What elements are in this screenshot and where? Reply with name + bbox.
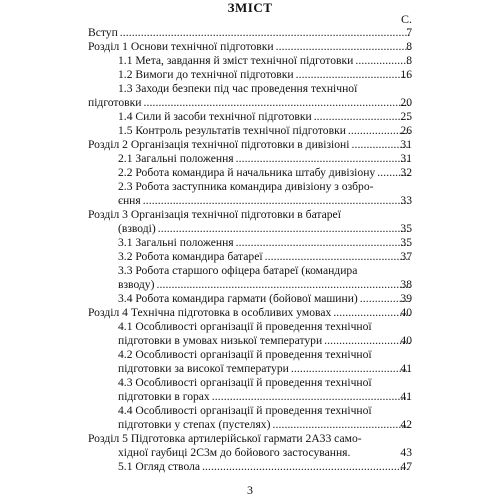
toc-entry: 1.1 Мета, завдання й зміст технічної підготовки . . . 8: [118, 54, 412, 68]
toc-entry: підготовки в умовах низької температури . . . 40: [118, 334, 412, 348]
toc-entry: Розділ 5 Підготовка артилерійської гармати 2А33 само-: [88, 432, 362, 445]
toc-entry: взводу) . . . 38: [118, 278, 412, 292]
toc-entry: Розділ 1 Основи технічної підготовки . . . 8: [88, 40, 412, 54]
toc-entry: Розділ 3 Організація технічної підготовки в батареї: [88, 208, 341, 221]
toc-entry: підготовки у степах (пустелях) . . . 42: [118, 418, 412, 432]
page-number: 3: [247, 483, 253, 497]
toc-entry: 4.2 Особливості організації й проведення технічної: [118, 348, 372, 361]
toc-entry: 3.2 Робота командира батареї . . . 37: [118, 250, 412, 264]
toc-entry: (взводі) . . . 35: [118, 222, 412, 236]
toc-entry: 4.3 Особливості організації й проведення технічної: [118, 376, 372, 389]
toc-entry: 3.4 Робота командира гармати (бойової машини) . . . 39: [118, 292, 412, 306]
toc-entry: підготовки . . . 20: [88, 96, 412, 110]
toc-entry: хідної гаубиці 2С3м до бойового застосування. 43: [118, 446, 412, 459]
toc-entry: 3.1 Загальні положення . . . 35: [118, 236, 412, 250]
toc-entry: єння . . . 33: [118, 194, 412, 208]
toc-entry: підготовки за високої температури . . . 41: [118, 362, 412, 376]
toc-entry: 1.5 Контроль результатів технічної підготовки . . . 26: [118, 124, 412, 138]
toc-entry: Розділ 2 Організація технічної підготовки в дивізіоні . . . 31: [88, 138, 412, 152]
toc-entry: 3.3 Робота старшого офіцера батареї (командира: [118, 264, 358, 277]
toc-entry: 2.3 Робота заступника командира дивізіону з озбро-: [118, 180, 374, 193]
toc-entry: 2.2 Робота командира й начальника штабу дивізіону . . . 32: [118, 166, 412, 180]
toc-entry: 1.3 Заходи безпеки під час проведення технічної: [118, 82, 358, 95]
toc-entry: Розділ 4 Технічна підготовка в особливих умовах . . . 40: [88, 306, 412, 320]
toc-entry: 1.2 Вимоги до технічної підготовки . . . 16: [118, 68, 412, 82]
toc-entry: Вступ . . . 7: [88, 26, 412, 40]
toc-entry: 2.1 Загальні положення . . . 31: [118, 152, 412, 166]
toc-entry: підготовки в горах . . . 41: [118, 390, 412, 404]
toc-entry: 4.1 Особливості організації й проведення технічної: [118, 320, 372, 333]
page-title: ЗМІСТ: [227, 0, 273, 15]
toc-entry: 5.1 Огляд ствола . . . 47: [118, 460, 412, 474]
toc-entry: 4.4 Особливості організації й проведення технічної: [118, 404, 372, 417]
toc-entry: 1.4 Сили й засоби технічної підготовки . . . 25: [118, 110, 412, 124]
page-column-label: С.: [400, 12, 412, 26]
